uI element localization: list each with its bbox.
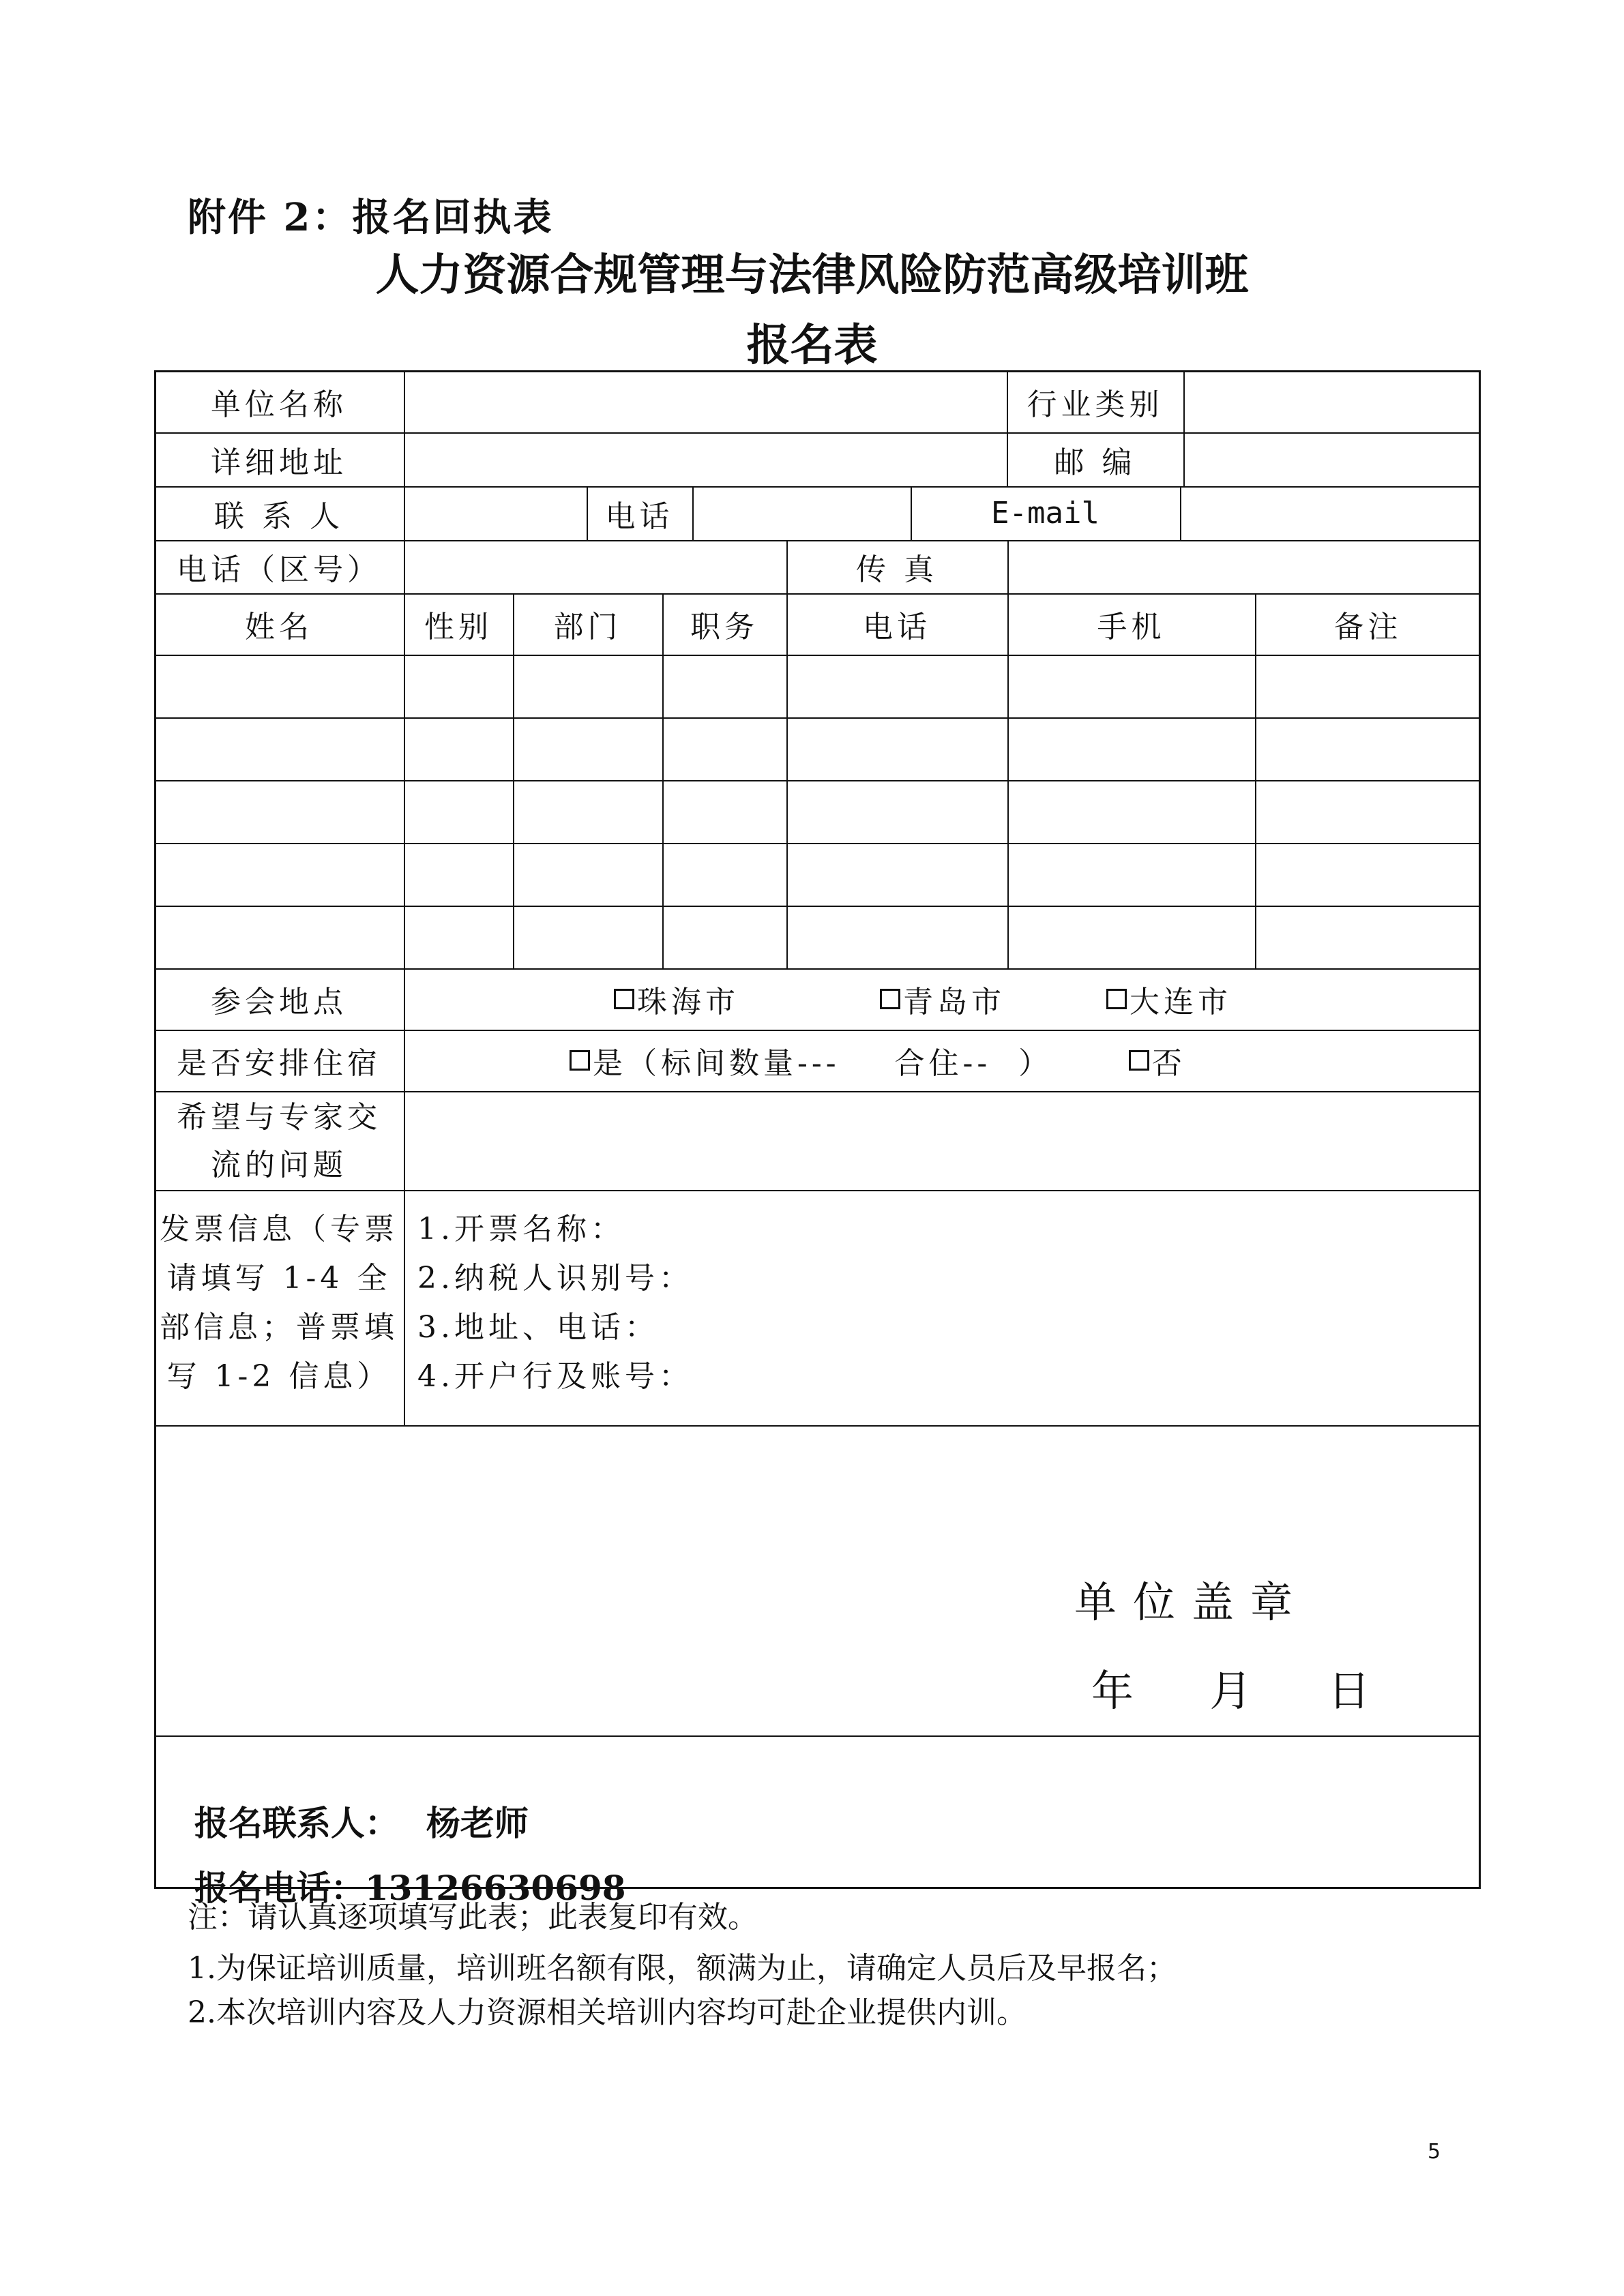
venue-option-zhuhai[interactable]: 珠海市 [614, 968, 818, 1030]
invoice-item: 2.纳税人识别号： [417, 1261, 693, 1296]
address-field[interactable] [404, 432, 1007, 486]
form-subtitle: 报名表 [746, 320, 878, 371]
email-field[interactable] [1180, 486, 1481, 540]
col-mobile: 手机 [1097, 610, 1166, 644]
unit-name-field[interactable] [404, 370, 1007, 432]
phone-label: 电话 [605, 498, 674, 534]
col-remarks: 备注 [1333, 610, 1402, 644]
fax-field[interactable] [1007, 540, 1481, 593]
address-label: 详细地址 [211, 445, 347, 480]
contact-label: 联 系 人 [214, 498, 344, 534]
attendee-row[interactable] [154, 717, 1481, 780]
checkbox-icon[interactable] [880, 989, 900, 1009]
fax-label: 传 真 [856, 552, 938, 587]
venue-label: 参会地点 [211, 985, 347, 1019]
checkbox-icon[interactable] [570, 1050, 590, 1071]
checkbox-icon[interactable] [1106, 989, 1127, 1009]
form-title: 人力资源合规管理与法律风险防范高级培训班 [375, 250, 1249, 301]
col-gender: 性别 [424, 610, 492, 644]
col-phone: 电话 [863, 610, 931, 644]
invoice-item: 1.开票名称： [417, 1212, 625, 1247]
attendee-row[interactable] [154, 780, 1481, 843]
venue-option-qingdao[interactable]: 青岛市 [880, 968, 1084, 1030]
phone-area-field[interactable] [404, 540, 786, 593]
attendee-row[interactable] [154, 906, 1481, 968]
phone-area-label: 电话（区号） [177, 552, 381, 587]
col-department: 部门 [553, 610, 622, 644]
checkbox-icon[interactable] [1129, 1050, 1149, 1071]
lodging-label: 是否安排住宿 [177, 1046, 381, 1081]
signup-phone: 报名电话：13126630698 [194, 1868, 626, 1908]
questions-field[interactable] [404, 1091, 1481, 1190]
contact-field[interactable] [404, 486, 587, 540]
postcode-field[interactable] [1183, 432, 1481, 486]
page-number: 5 [1428, 2140, 1441, 2164]
col-position: 职务 [690, 610, 758, 644]
invoice-item: 4.开户行及账号： [417, 1359, 693, 1394]
note-item-2: 2.本次培训内容及人力资源相关培训内容均可赴企业提供内训。 [188, 1995, 1027, 2030]
seal-label: 单位盖章 [1074, 1577, 1310, 1627]
questions-label: 希望与专家交 流的问题 [177, 1100, 381, 1182]
note-item-1: 1.为保证培训质量，培训班名额有限，额满为止，请确定人员后及早报名； [188, 1951, 1177, 1986]
invoice-fields[interactable] [417, 1190, 1468, 1425]
date-label: 年 月 日 [1091, 1666, 1387, 1716]
email-label: E-mail [991, 496, 1099, 531]
attendee-row[interactable] [154, 655, 1481, 717]
industry-field[interactable] [1183, 370, 1481, 432]
venue-option-dalian[interactable]: 大连市 [1106, 968, 1311, 1030]
industry-label: 行业类别 [1027, 387, 1164, 422]
attendee-row[interactable] [154, 843, 1481, 906]
note-general: 注：请认真逐项填写此表；此表复印有效。 [188, 1900, 758, 1935]
lodging-option-yes[interactable]: 是（标间数量--- 合住-- ） [570, 1030, 1088, 1091]
unit-name-label: 单位名称 [211, 387, 347, 422]
attachment-label: 附件 2：报名回执表 [188, 195, 554, 240]
invoice-label: 发票信息（专票 请填写 1-4 全 部信息；普票填 写 1-2 信息） [160, 1212, 398, 1394]
phone-field[interactable] [692, 486, 911, 540]
signup-contact: 报名联系人： 杨老师 [194, 1803, 529, 1843]
lodging-option-no[interactable]: 否 [1129, 1030, 1238, 1091]
checkbox-icon[interactable] [614, 989, 634, 1009]
col-name: 姓名 [245, 610, 313, 644]
invoice-item: 3.地址、电话： [417, 1310, 659, 1345]
postcode-label: 邮 编 [1054, 445, 1136, 480]
